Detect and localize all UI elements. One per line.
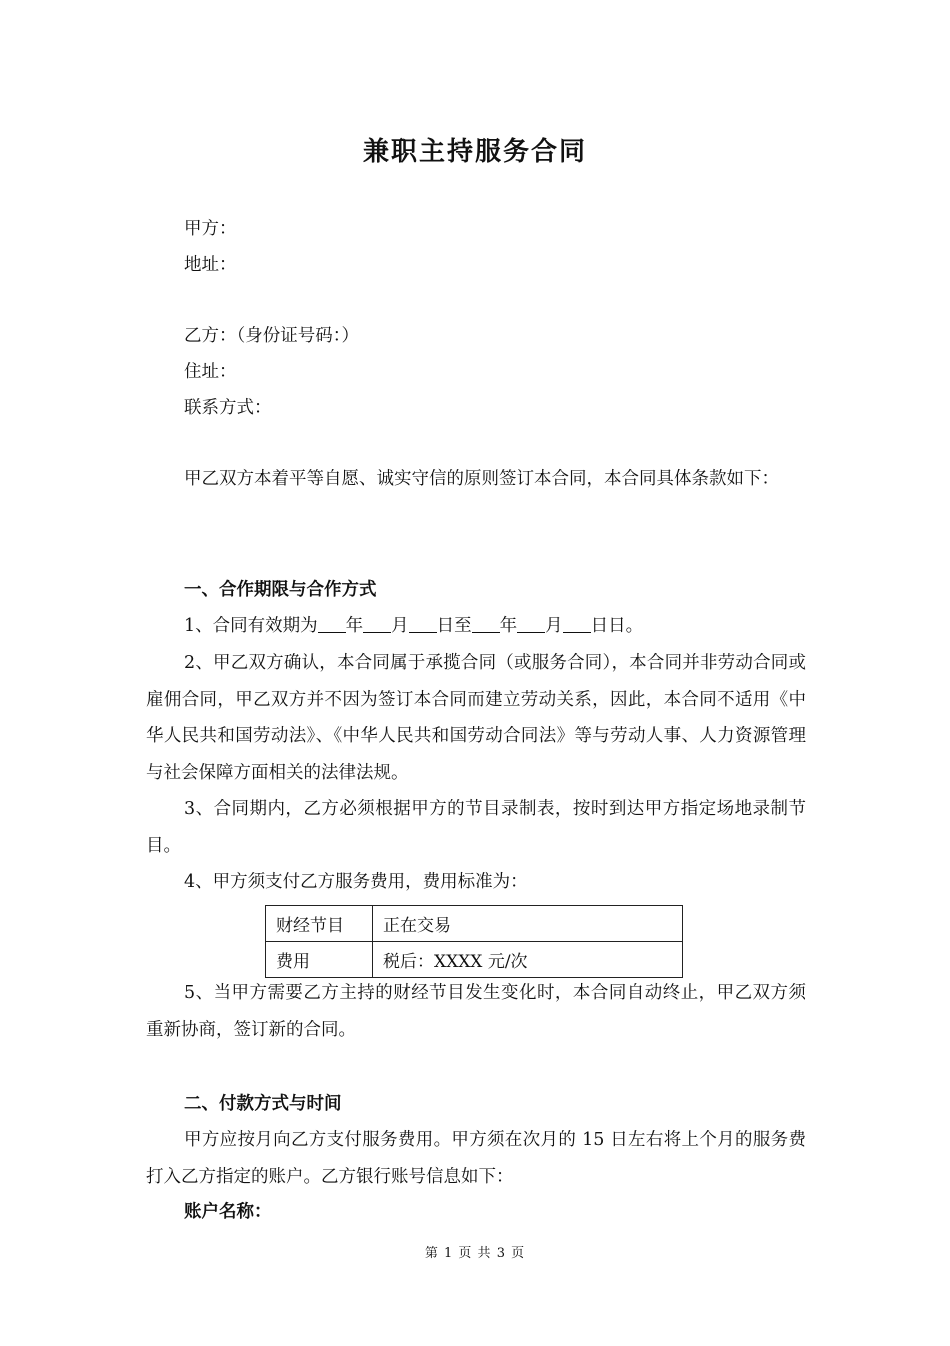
party-b-contact: 联系方式： <box>184 398 272 418</box>
blank-month-1 <box>363 614 391 633</box>
fee-table <box>265 905 683 978</box>
table-row <box>266 942 683 978</box>
account-name-label: 账户名称： <box>184 1202 272 1222</box>
fee-table-value-cell: 正在交易 <box>373 906 683 942</box>
party-b-label: 乙方：（身份证号码：） <box>184 326 359 346</box>
party-a-address: 地址： <box>184 255 237 275</box>
clause-4: 4、甲方须支付乙方服务费用，费用标准为： <box>184 872 528 892</box>
clause-1-d1: 日至 <box>436 616 472 636</box>
party-a-label: 甲方： <box>184 219 237 239</box>
section-1-heading: 一、合作期限与合作方式 <box>184 580 377 600</box>
blank-day-2 <box>563 614 591 633</box>
section-2-heading: 二、付款方式与时间 <box>184 1094 342 1114</box>
page-number-footer: 第 1 页 共 3 页 <box>424 1246 526 1261</box>
clause-2: 2、甲乙双方确认，本合同属于承揽合同（或服务合同），本合同并非劳动合同或雇佣合同，甲乙双方并不因为签订本合同而建立劳动关系，因此，本合同不适用《中华人民共和国劳动法》、《中华人民共和国劳动合同法》等与劳动人事、人力资源管理与社会保障方面相关的法律法规。 <box>146 653 806 783</box>
clause-1-m1: 月 <box>391 616 409 636</box>
intro-paragraph: 甲乙双方本着平等自愿、诚实守信的原则签订本合同，本合同具体条款如下： <box>184 469 779 489</box>
contract-title: 兼职主持服务合同 <box>362 137 587 167</box>
fee-table-label-cell: 财经节目 <box>266 906 373 942</box>
clause-1-y1: 年 <box>345 616 364 636</box>
payment-paragraph: 甲方应按月向乙方支付服务费用。甲方须在次月的 15 日左右将上个月的服务费打入乙方指定的账户。乙方银行账号信息如下： <box>146 1130 806 1187</box>
clause-1-m2: 月 <box>545 616 563 636</box>
clause-5: 5、当甲方需要乙方主持的财经节目发生变化时，本合同自动终止，甲乙双方须重新协商，签订新的合同。 <box>146 983 806 1040</box>
clause-1-y2: 年 <box>499 616 518 636</box>
fee-table-value-cell: 税后：XXXX 元/次 <box>373 942 683 978</box>
clause-1-prefix: 1、合同有效期为 <box>184 616 318 636</box>
fee-table-label-cell: 费用 <box>266 942 373 978</box>
blank-year-1 <box>318 614 346 633</box>
clause-3: 3、合同期内，乙方必须根据甲方的节目录制表，按时到达甲方指定场地录制节目。 <box>146 799 806 856</box>
party-b-residence: 住址： <box>184 362 237 382</box>
clause-1 <box>184 608 806 644</box>
table-row <box>266 906 683 942</box>
blank-month-2 <box>517 614 545 633</box>
blank-day-1 <box>409 614 437 633</box>
clause-1-d2: 日日。 <box>590 616 644 636</box>
blank-year-2 <box>472 614 500 633</box>
